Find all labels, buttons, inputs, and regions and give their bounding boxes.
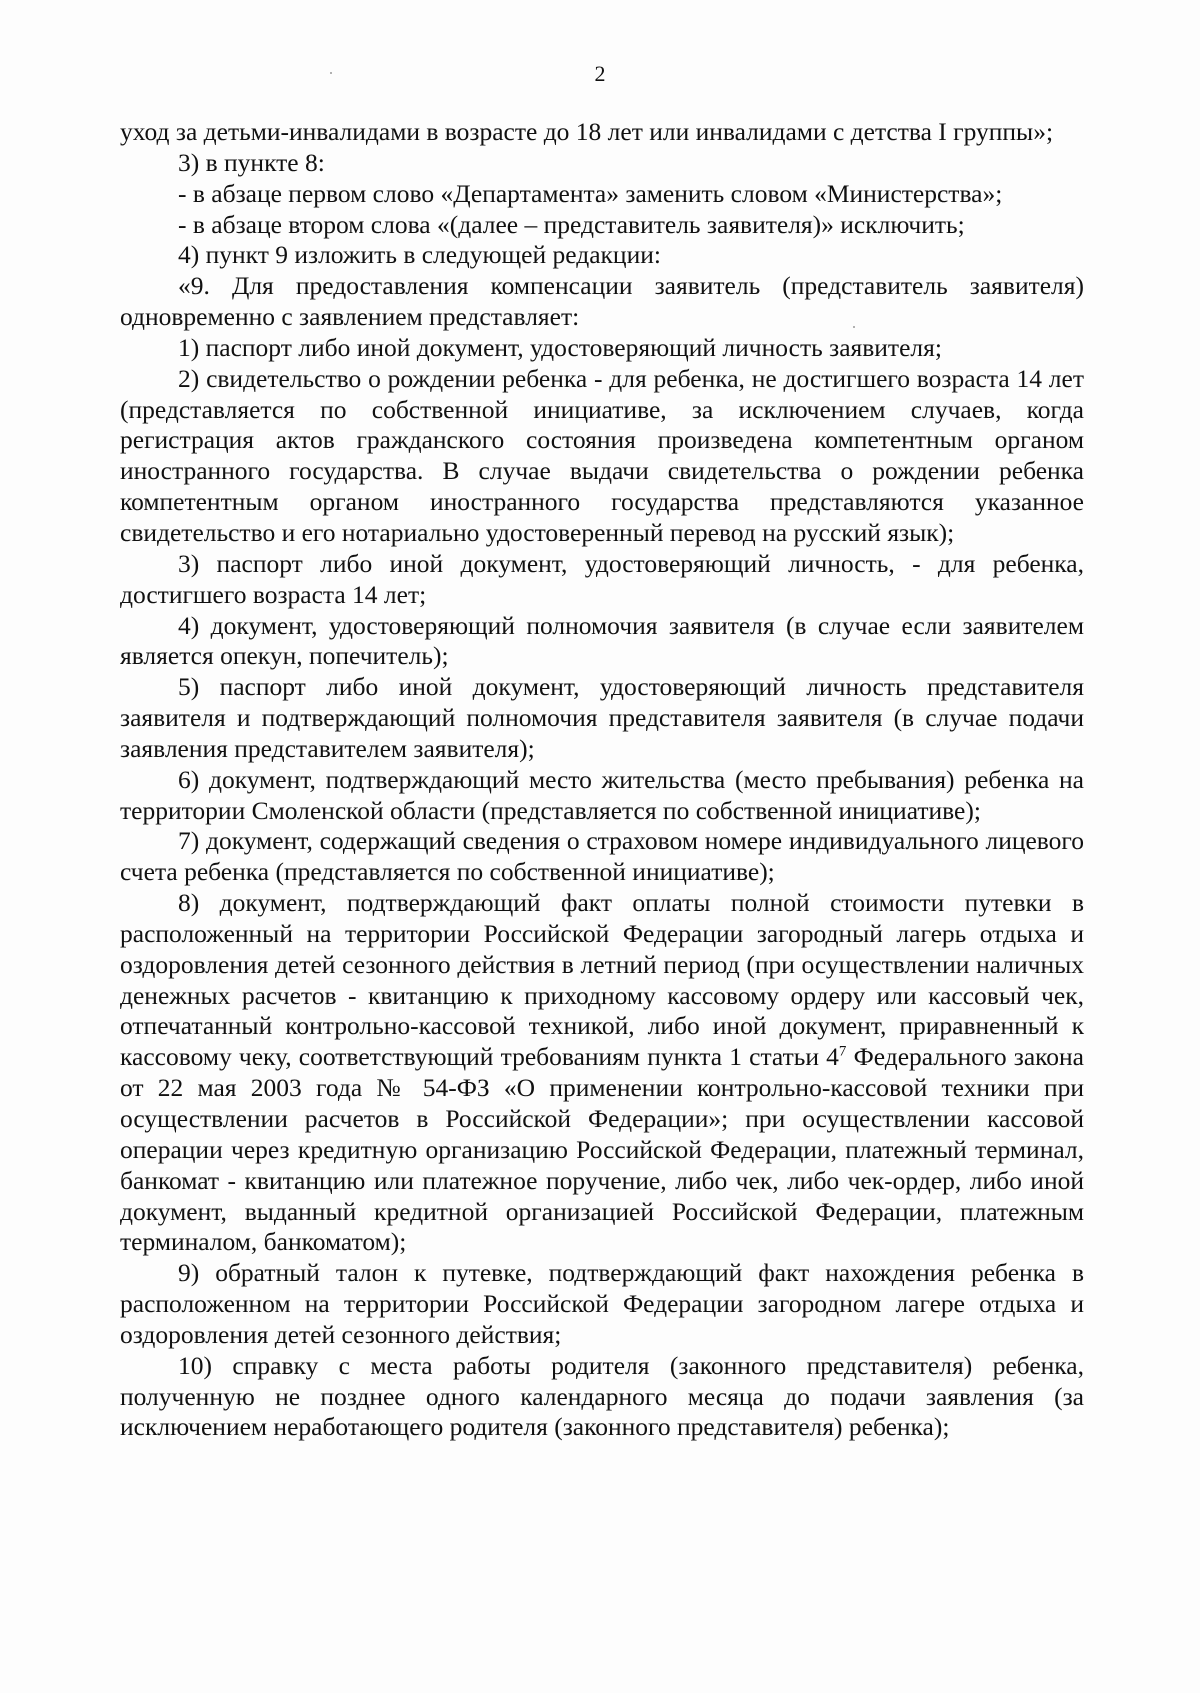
- list-item-8-text-after: Федерального закона от 22 мая 2003 года № 54-ФЗ «О применении контрольно-кассовой техники при осуществлении расчетов в Российской Федерации»; при осуществлении кассовой операции через кредитную организацию Российской Федерации, платежный терминал, банкомат - квитанцию или платежное поручение, либо чек, либо чек-ордер, либо иной документ, выданный кредитной организацией Российской Федерации, платежным терминалом, банкоматом);: [120, 1042, 1084, 1257]
- paragraph-item-4: 4) пункт 9 изложить в следующей редакции:: [178, 240, 661, 270]
- superscript-article-number: 7: [838, 1043, 847, 1060]
- scan-speck: [330, 72, 332, 74]
- page-number: 2: [594, 61, 606, 86]
- list-item-5: 5) паспорт либо иной документ, удостоверяющий личность представителя заявителя и подтверждающий полномочия представителя заявителя (в случае подачи заявления представителем заявителя);: [120, 672, 1084, 763]
- list-item-4: 4) документ, удостоверяющий полномочия заявителя (в случае если заявителем является опекун, попечитель);: [120, 610, 1084, 671]
- list-item-7: 7) документ, содержащий сведения о страховом номере индивидуального лицевого счета ребенка (представляется по собственной инициативе);: [120, 826, 1084, 887]
- paragraph-amend-first: - в абзаце первом слово «Департамента» заменить словом «Министерства»;: [178, 178, 1003, 208]
- list-item-10: 10) справку с места работы родителя (законного представителя) ребенка, полученную не позднее одного календарного месяца до подачи заявления (за исключением неработающего родителя (законного представителя) ребенка);: [120, 1350, 1084, 1442]
- paragraph-amend-second: - в абзаце втором слова «(далее – представитель заявителя)» исключить;: [178, 209, 965, 239]
- list-item-3: 3) паспорт либо иной документ, удостоверяющий личность, - для ребенка, достигшего возраста 14 лет;: [120, 548, 1084, 609]
- list-item-1: 1) паспорт либо иной документ, удостоверяющий личность заявителя;: [178, 332, 942, 362]
- list-item-6: 6) документ, подтверждающий место жительства (место пребывания) ребенка на территории Смоленской области (представляется по собственной инициативе);: [120, 764, 1084, 825]
- list-item-9: 9) обратный талон к путевке, подтверждающий факт нахождения ребенка в расположенном на территории Российской Федерации загородном лагере отдыха и оздоровления детей сезонного действия;: [120, 1258, 1084, 1349]
- list-item-8: [120, 888, 1084, 1258]
- document-body: [120, 117, 1084, 1443]
- paragraph-item-3: 3) в пункте 8:: [178, 147, 325, 177]
- list-item-8-text-before: 8) документ, подтверждающий факт оплаты полной стоимости путевки в расположенный на территории Российской Федерации загородный лагерь отдыха и оздоровления детей сезонного действия в летний период (при осуществлении наличных денежных расчетов - квитанцию к приходному кассовому ордеру или кассовый чек, отпечатанный контрольно-кассовой техникой, либо иной документ, приравненный к кассовому чеку, соответствующий требованиям пункта 1 статьи 4: [120, 888, 1084, 1072]
- paragraph-continuation: уход за детьми-инвалидами в возрасте до 18 лет или инвалидами с детства I группы»;: [120, 117, 1054, 146]
- list-item-2: 2) свидетельство о рождении ребенка - для ребенка, не достигшего возраста 14 лет (представляется по собственной инициативе, за исключением случаев, когда регистрация актов гражданского состояния произведена компетентным органом иностранного государства. В случае выдачи свидетельства о рождении ребенка компетентным органом иностранного государства представляются указанное свидетельство и его нотариально удостоверенный перевод на русский язык);: [120, 363, 1084, 547]
- paragraph-clause-9: «9. Для предоставления компенсации заявитель (представитель заявителя) одновременно с заявлением представляет:: [120, 271, 1084, 332]
